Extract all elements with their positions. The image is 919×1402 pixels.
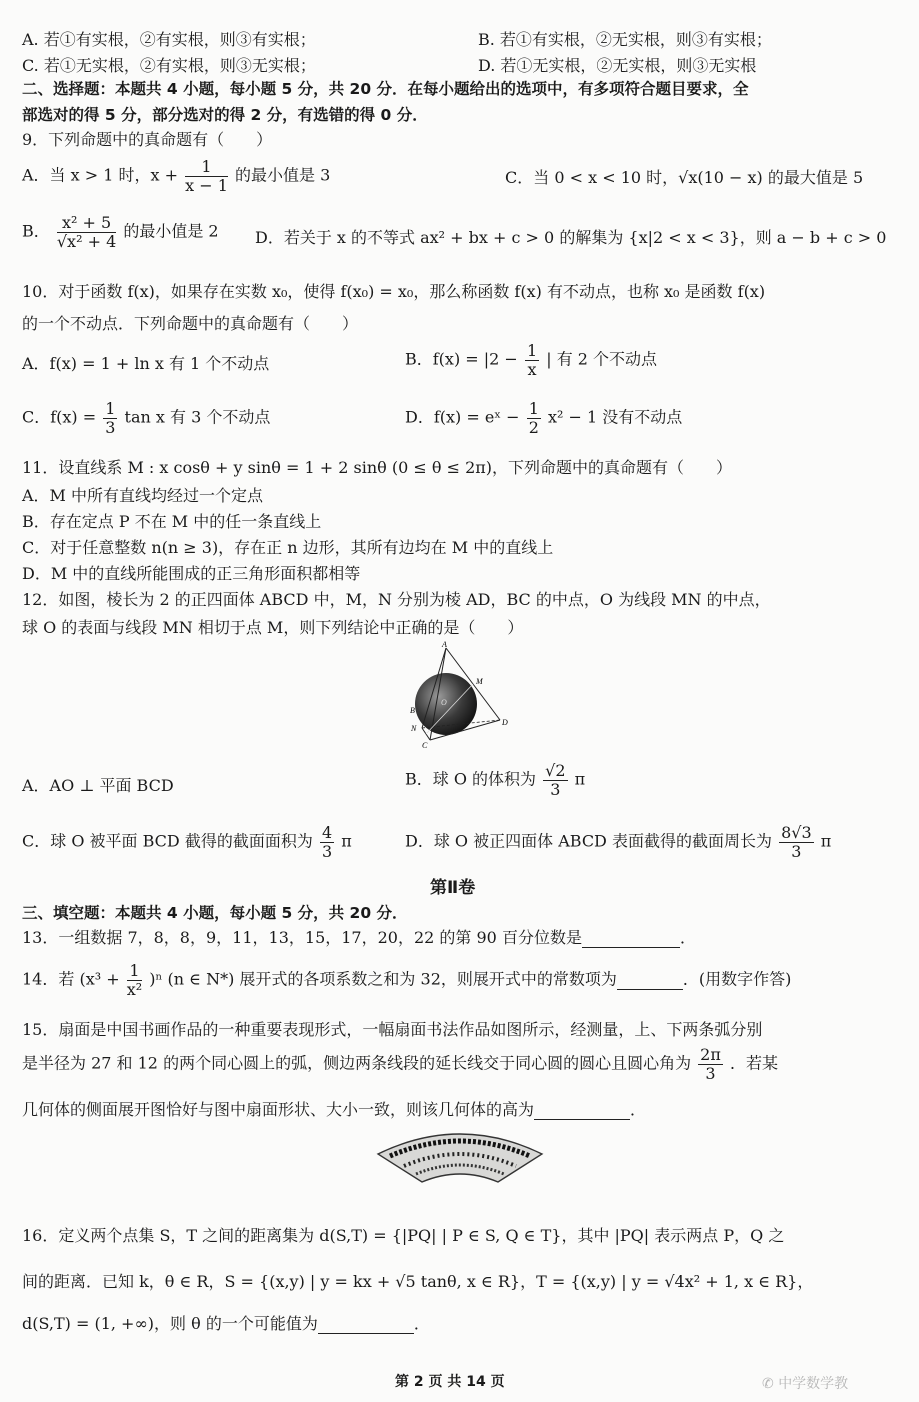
q12-option-a: A．AO ⊥ 平面 BCD <box>22 776 174 795</box>
q9-stem: 9．下列命题中的真命题有（ ） <box>22 130 273 149</box>
q12-option-d: D．球 O 被正四面体 ABCD 表面截得的截面周长为 $\frac{8√3}{3}$ π <box>405 823 832 861</box>
q10-option-a: A．f(x) = 1 + ln x 有 1 个不动点 <box>22 354 270 373</box>
q10-stem-cont: 的一个不动点．下列命题中的真命题有（ ） <box>22 314 359 333</box>
q12-stem-cont: 球 O 的表面与线段 MN 相切于点 M，则下列结论中正确的是（ ） <box>22 618 524 637</box>
q11-option-a: A．M 中所有直线均经过一个定点 <box>22 486 264 505</box>
q14: 14．若 (x³ + $\frac{1}{\text{x²}}$ )ⁿ (n ∈ N*) 展开式的各项系数之和为 32，则展开式中的常数项为 ．(用数字作答) <box>22 961 792 999</box>
q10-stem: 10．对于函数 f(x)，如果存在实数 x₀，使得 f(x₀) = x₀，那么称函数 f(x) 有不动点，也称 x₀ 是函数 f(x) <box>22 282 766 301</box>
q8-option-b: B. 若①有实根，②无实根，则③有实根； <box>478 30 772 49</box>
q15-line2: 是半径为 27 和 12 的两个同心圆上的弧，侧边两条线段的延长线交于同心圆的圆心且圆心角为 $\frac{2\pi}{3}$ ．若某 <box>22 1045 778 1083</box>
fan-calligraphy-figure <box>370 1128 550 1190</box>
q11-option-c: C．对于任意整数 n(n ≥ 3)，存在正 n 边形，其所有边均在 M 中的直线上 <box>22 538 554 557</box>
q16-line1: 16．定义两个点集 S，T 之间的距离集为 d(S,T) = {|PQ| | P ∈ S, Q ∈ T}，其中 |PQ| 表示两点 P，Q 之 <box>22 1226 785 1245</box>
section2-heading: 二、选择题：本题共 4 小题，每小题 5 分，共 20 分．在每小题给出的选项中，有多项符合题目要求，全 <box>22 80 749 98</box>
watermark-icon: ✆ <box>762 1376 774 1392</box>
q9-option-a: A．当 x > 1 时，x + $\frac{1}{x - 1}$ 的最小值是 3 <box>22 157 331 195</box>
q16-line3: d(S,T) = (1, +∞)，则 θ 的一个可能值为 ． <box>22 1314 430 1333</box>
q9-option-d: D．若关于 x 的不等式 ax² + bx + c > 0 的解集为 {x|2 < x < 3}，则 a − b + c > 0 <box>255 228 887 247</box>
q15-line1: 15．扇面是中国书画作品的一种重要表现形式，一幅扇面书法作品如图所示，经测量，上、下两条弧分别 <box>22 1020 763 1039</box>
q10-option-c: C．f(x) = $\frac{1}{3}$ tan x 有 3 个不动点 <box>22 399 271 437</box>
page-footer: 第 2 页 共 14 页 <box>395 1374 505 1390</box>
fig-label-m: M <box>476 677 483 686</box>
fig-label-c: C <box>422 741 428 750</box>
section3-heading: 三、填空题：本题共 4 小题，每小题 5 分，共 20 分． <box>22 904 408 922</box>
q8-option-a: A. 若①有实根，②有实根，则③有实根； <box>22 30 316 49</box>
q12-option-c: C．球 O 被平面 BCD 截得的截面面积为 $\frac{4}{3}$ π <box>22 823 352 861</box>
q11-option-b: B．存在定点 P 不在 M 中的任一条直线上 <box>22 512 322 531</box>
fig-label-o: O <box>441 698 447 707</box>
q11-option-d: D．M 中的直线所能围成的正三角形面积都相等 <box>22 564 361 583</box>
fig-label-d: D <box>502 718 508 727</box>
q16-line2: 间的距离．已知 k，θ ∈ R，S = {(x,y) | y = kx + √5 tanθ, x ∈ R}，T = {(x,y) | y = √4x² + 1, x ∈ R}， <box>22 1272 814 1291</box>
q15-line3: 几何体的侧面展开图恰好与图中扇面形状、大小一致，则该几何体的高为 ． <box>22 1100 647 1119</box>
q10-option-d: D．f(x) = eˣ − $\frac{1}{2}$ x² − 1 没有不动点 <box>405 399 683 437</box>
q8-option-c: C. 若①无实根，②有实根，则③无实根； <box>22 56 316 75</box>
q12-option-b: B．球 O 的体积为 $\frac{√2}{3}$ π <box>405 761 586 799</box>
q13: 13．一组数据 7，8，8，9，11，13，15，17，20，22 的第 90 百分位数是 ． <box>22 928 696 947</box>
q8-option-d: D. 若①无实根，②无实根，则③无实根 <box>478 56 757 75</box>
q10-option-b: B．f(x) = |2 − $\frac{1}{x}$ | 有 2 个不动点 <box>405 341 658 379</box>
q9-option-b: B． $\frac{\text{x² + 5}}{\text{√x² + 4}}$ 的最小值是 2 <box>22 213 219 251</box>
section2-heading-cont: 部选对的得 5 分，部分选对的得 2 分，有选错的得 0 分． <box>22 106 428 124</box>
tetrahedron-sphere-figure <box>400 638 525 750</box>
fig-label-b: B <box>410 706 415 715</box>
part2-title: 第Ⅱ卷 <box>430 878 476 898</box>
fig-label-n: N <box>411 724 417 733</box>
fig-label-a: A <box>442 640 447 649</box>
q12-stem: 12．如图，棱长为 2 的正四面体 ABCD 中，M，N 分别为棱 AD，BC 的中点，O 为线段 MN 的中点， <box>22 590 771 609</box>
watermark: ✆ 中学数学教 <box>762 1376 849 1392</box>
q11-stem: 11．设直线系 M : x cosθ + y sinθ = 1 + 2 sinθ (0 ≤ θ ≤ 2π)，下列命题中的真命题有（ ） <box>22 458 733 477</box>
q9-option-c: C．当 0 < x < 10 时，√x(10 − x) 的最大值是 5 <box>505 168 864 187</box>
